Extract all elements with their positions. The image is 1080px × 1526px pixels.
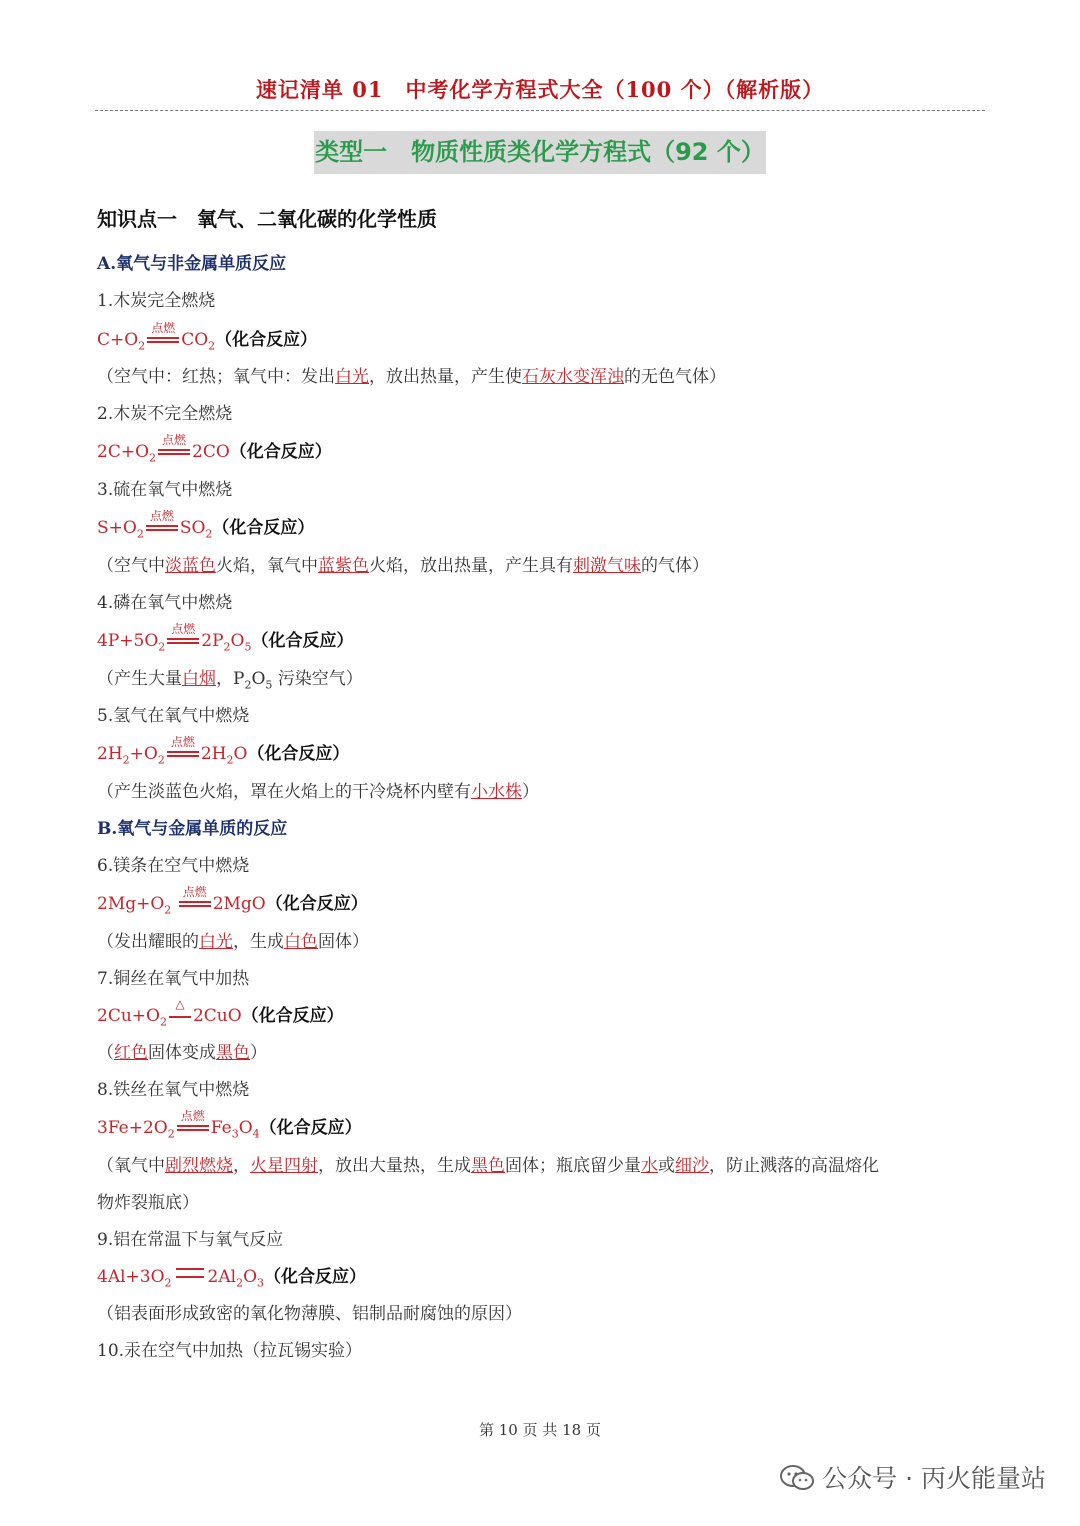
item-10-title: 10.汞在空气中加热（拉瓦锡实验） — [97, 1341, 363, 1361]
ignite-condition: 点燃 — [145, 519, 179, 535]
equation-8: $3Fe+2O_2$ 点燃 $Fe_3O_4$（化合反应） — [97, 1109, 362, 1141]
note-9: （铝表面形成致密的氧化物薄膜、铝制品耐腐蚀的原因） — [97, 1304, 522, 1324]
item-7-title: 7.铜丝在氧气中加热 — [97, 969, 250, 989]
page-number: 第 10 页 共 18 页 — [478, 1421, 601, 1439]
note-4: （产生大量白烟，$P_2O_5$ 污染空气） — [97, 669, 363, 692]
ignite-condition: 点燃 — [157, 443, 191, 459]
reaction-type-label: （化合反应） — [212, 518, 315, 538]
watermark-text: 公众号 · 丙火能量站 — [822, 1464, 1046, 1493]
note-5: （产生淡蓝色火焰，罩在火焰上的干冷烧杯内壁有小水株） — [97, 782, 539, 802]
note-8-continued: 物炸裂瓶底） — [97, 1193, 199, 1213]
reaction-type-label: （化合反应） — [247, 744, 350, 764]
note-3: （空气中淡蓝色火焰，氧气中蓝紫色火焰，放出热量，产生具有刺激气味的气体） — [97, 556, 709, 576]
item-6-title: 6.镁条在空气中燃烧 — [97, 856, 250, 876]
note-1: （空气中：红热；氧气中：发出白光，放出热量，产生使石灰水变浑浊的无色气体） — [97, 367, 726, 387]
equation-3: $S+O_2$ 点燃 $SO_2$（化合反应） — [97, 509, 315, 541]
reaction-type-label: （化合反应） — [264, 1267, 366, 1287]
item-9-title: 9.铝在常温下与氧气反应 — [97, 1230, 284, 1250]
equation-9: $4Al+3O_2$ $2Al_2O_3$（化合反应） — [97, 1267, 366, 1290]
item-5-title: 5.氢气在氧气中燃烧 — [97, 706, 250, 726]
note-7: （红色固体变成黑色） — [97, 1043, 267, 1063]
ignite-condition: 点燃 — [146, 331, 180, 347]
equation-4: $4P+5O_2$ 点燃 $2P_2O_5$（化合反应） — [97, 622, 354, 654]
note-8: （氧气中剧烈燃烧，火星四射，放出大量热，生成黑色固体；瓶底留少量水或细沙，防止溅落的高温熔化 — [97, 1156, 879, 1176]
type-banner: 类型一 物质性质类化学方程式（92 个） — [314, 131, 766, 174]
item-4-title: 4.磷在氧气中燃烧 — [97, 593, 233, 613]
reaction-type-label: （化合反应） — [251, 631, 354, 651]
equation-5: $2H_2+O_2$ 点燃 $2H_2O$（化合反应） — [97, 735, 350, 767]
ignite-condition: 点燃 — [176, 1119, 210, 1135]
reaction-type-label: （化合反应） — [265, 894, 368, 914]
wechat-icon — [780, 1465, 814, 1491]
equation-2: $2C+O_2$ 点燃 2CO（化合反应） — [97, 433, 332, 465]
ignite-condition: 点燃 — [166, 632, 200, 648]
section-a-heading: A.氧气与非金属单质反应 — [97, 254, 287, 274]
item-8-title: 8.铁丝在氧气中燃烧 — [97, 1080, 250, 1100]
reaction-type-label: （化合反应） — [229, 442, 332, 462]
equation-1: $C+O_2$ 点燃 $CO_2$（化合反应） — [97, 321, 318, 353]
reaction-type-label: （化合反应） — [241, 1006, 344, 1026]
equation-7: $2Cu+O_2$ △ 2CuO（化合反应） — [97, 997, 344, 1029]
heat-condition: △ — [168, 1007, 192, 1023]
watermark — [780, 1459, 1046, 1495]
equation-6: $2Mg+O_2$ 点燃 2MgO（化合反应） — [97, 885, 368, 917]
equals-sign — [176, 1268, 204, 1278]
knowledge-point-title: 知识点一 氧气、二氧化碳的化学性质 — [97, 207, 437, 231]
ignite-condition: 点燃 — [178, 895, 212, 911]
item-1-title: 1.木炭完全燃烧 — [97, 291, 216, 311]
reaction-type-label: （化合反应） — [259, 1118, 362, 1138]
reaction-type-label: （化合反应） — [215, 330, 318, 350]
ignite-condition: 点燃 — [166, 745, 200, 761]
item-3-title: 3.硫在氧气中燃烧 — [97, 480, 233, 500]
note-6: （发出耀眼的白光，生成白色固体） — [97, 932, 369, 952]
item-2-title: 2.木炭不完全燃烧 — [97, 404, 233, 424]
page-header-title: 速记清单 01 中考化学方程式大全（100 个）（解析版） — [95, 74, 985, 111]
section-b-heading: B.氧气与金属单质的反应 — [97, 819, 288, 839]
